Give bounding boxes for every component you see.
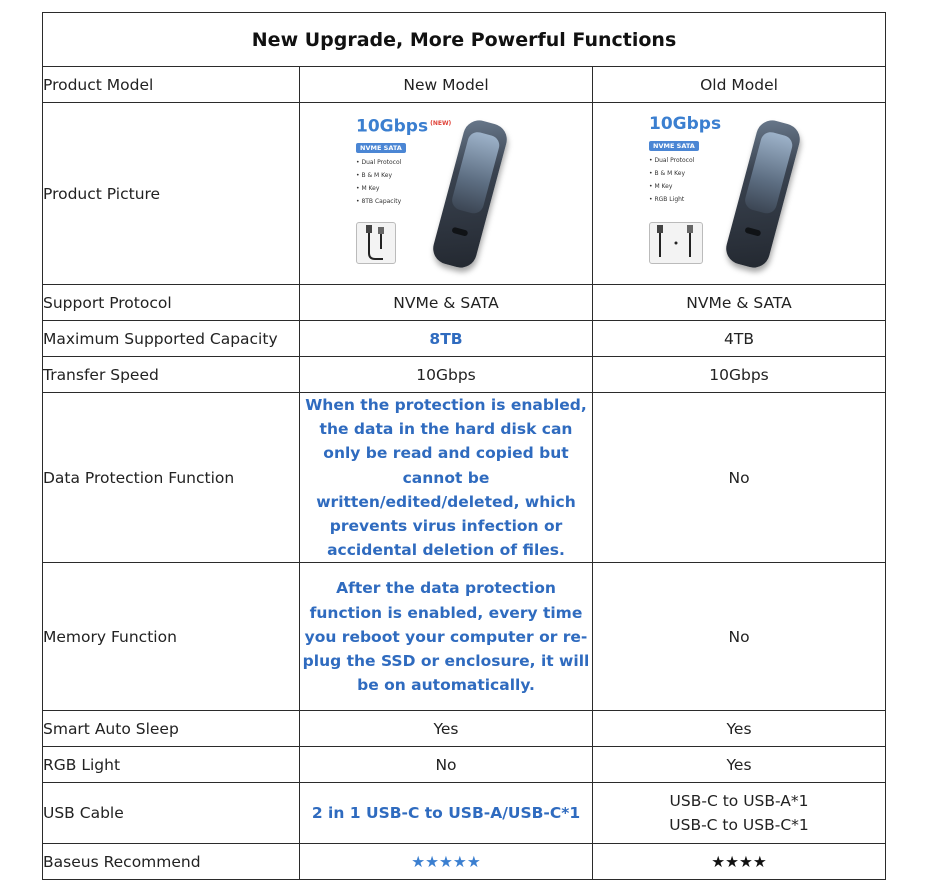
table-title: New Upgrade, More Powerful Functions: [43, 13, 886, 67]
new-value: 2 in 1 USB-C to USB-A/USB-C*1: [300, 783, 593, 844]
old-value: Yes: [593, 747, 886, 783]
table-row: [43, 357, 886, 393]
old-model-picture: [593, 103, 886, 285]
picture-row: [43, 103, 886, 285]
row-label: Memory Function: [43, 563, 300, 711]
table-row: [43, 783, 886, 844]
old-cable-line: USB-C to USB-A*1: [669, 792, 809, 811]
speed-text: 10Gbps: [356, 116, 429, 137]
speed-text: 10Gbps: [649, 113, 722, 134]
old-value: No: [593, 563, 886, 711]
feature-item: • B & M Key: [649, 169, 686, 177]
feature-item: • Dual Protocol: [356, 159, 402, 167]
old-value: Yes: [593, 711, 886, 747]
header-old-model: Old Model: [593, 67, 886, 103]
old-rating-stars: ★★★★: [593, 844, 886, 880]
feature-item: • RGB Light: [649, 195, 685, 203]
new-model-picture: [300, 103, 593, 285]
feature-item: • M Key: [356, 185, 380, 193]
feature-item: • M Key: [649, 182, 673, 190]
table-row: [43, 321, 886, 357]
new-value: After the data protection function is enabled, every time you reboot your computer or re-plug the SSD or enclosure, it will be on automatically.: [300, 563, 593, 711]
spec-panel: [649, 114, 749, 204]
table-row: [43, 747, 886, 783]
table-row: [43, 563, 886, 711]
comparison-frame: [42, 12, 885, 878]
protocol-badge: NVME SATA: [649, 141, 699, 151]
row-label: Maximum Supported Capacity: [43, 321, 300, 357]
feature-item: • 8TB Capacity: [356, 198, 402, 206]
row-label: Smart Auto Sleep: [43, 711, 300, 747]
old-value: NVMe & SATA: [593, 285, 886, 321]
title-row: [43, 13, 886, 67]
header-product-model: Product Model: [43, 67, 300, 103]
row-label: Product Picture: [43, 103, 300, 285]
old-value: 10Gbps: [593, 357, 886, 393]
new-tag: (NEW): [430, 119, 452, 127]
new-rating-stars: ★★★★★: [300, 844, 593, 880]
row-label: Transfer Speed: [43, 357, 300, 393]
cable-icon: [649, 222, 703, 264]
old-value: [593, 783, 886, 844]
new-value: When the protection is enabled, the data in the hard disk can only be read and copied but cannot be written/edited/deleted, which prevents virus infection or accidental deletion of files.: [300, 393, 593, 563]
row-label: Data Protection Function: [43, 393, 300, 563]
feature-item: • B & M Key: [356, 172, 393, 180]
row-label: RGB Light: [43, 747, 300, 783]
header-new-model: New Model: [300, 67, 593, 103]
new-value: 10Gbps: [300, 357, 593, 393]
table-row: [43, 285, 886, 321]
header-row: [43, 67, 886, 103]
feature-item: • Dual Protocol: [649, 156, 695, 164]
old-cable-line: USB-C to USB-C*1: [669, 816, 809, 835]
old-value: No: [593, 393, 886, 563]
comparison-table: [42, 12, 886, 880]
product-image-old: [649, 114, 829, 274]
table-row: [43, 393, 886, 563]
old-value: 4TB: [593, 321, 886, 357]
new-value: NVMe & SATA: [300, 285, 593, 321]
row-label: USB Cable: [43, 783, 300, 844]
spec-panel: [356, 114, 456, 207]
new-value: No: [300, 747, 593, 783]
product-image-new: [356, 114, 536, 274]
row-label: Support Protocol: [43, 285, 300, 321]
new-value: 8TB: [300, 321, 593, 357]
table-row: [43, 844, 886, 880]
new-value: Yes: [300, 711, 593, 747]
protocol-badge: NVME SATA: [356, 143, 406, 153]
cable-icon: [356, 222, 396, 264]
table-row: [43, 711, 886, 747]
row-label: Baseus Recommend: [43, 844, 300, 880]
